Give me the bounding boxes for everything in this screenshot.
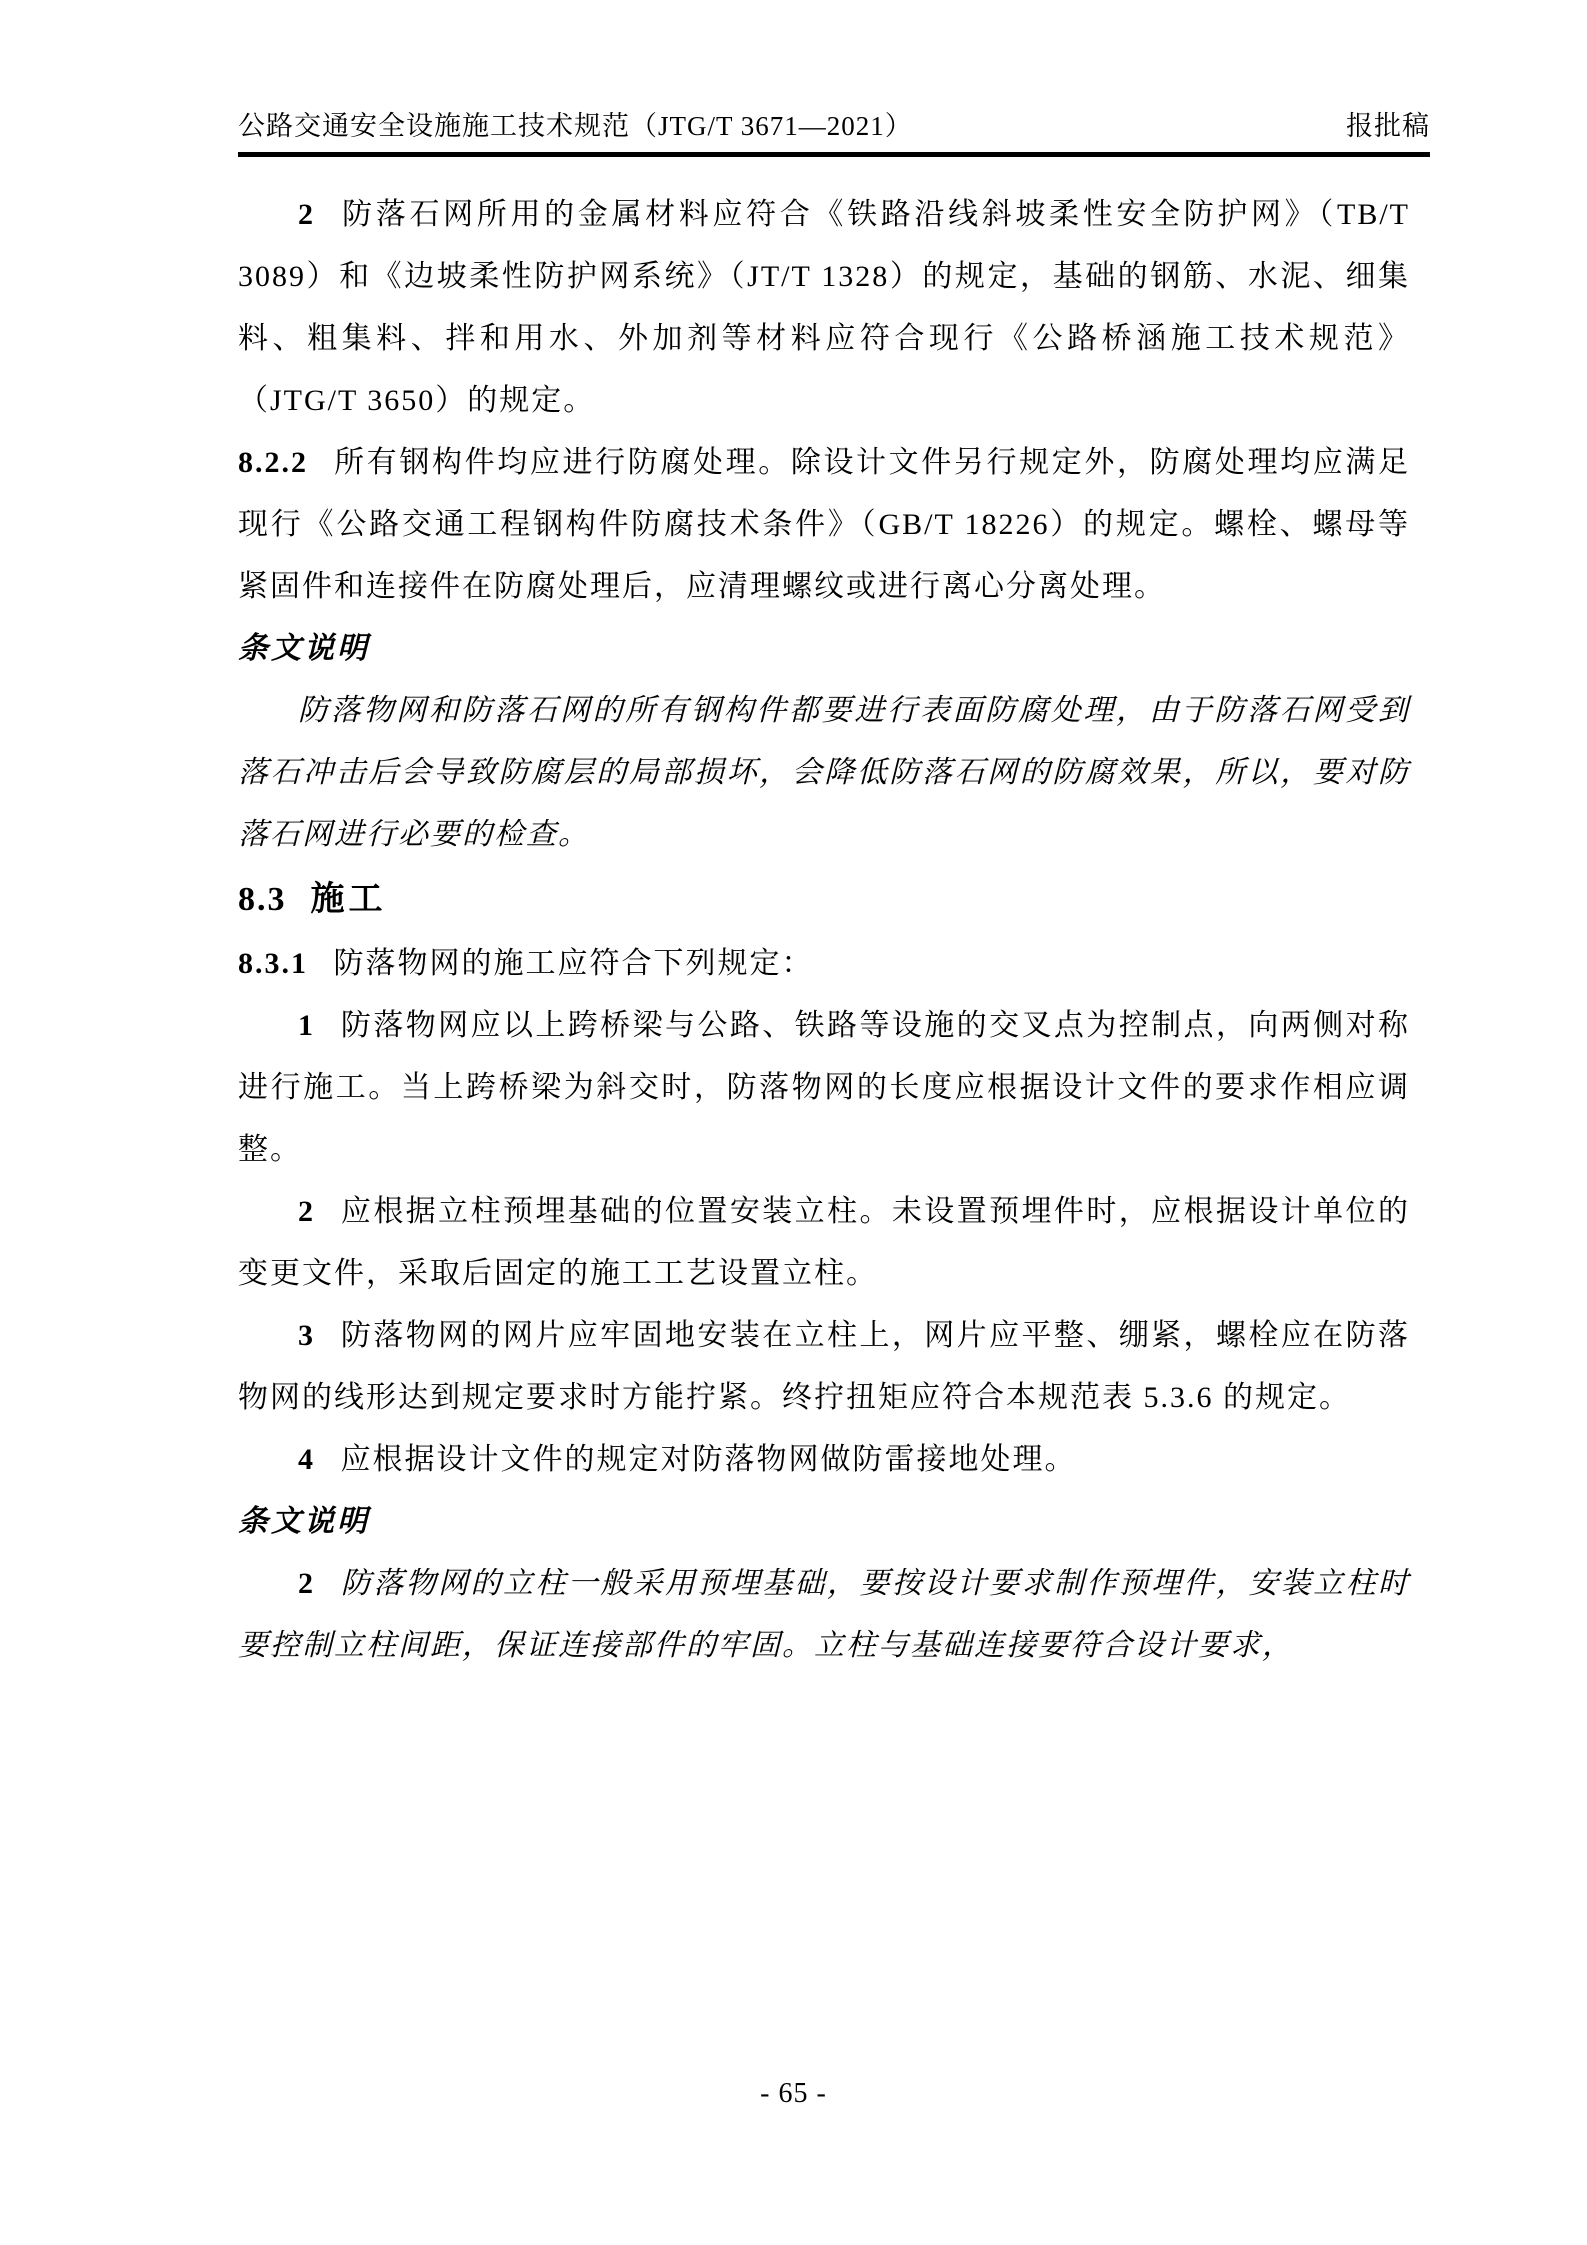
item-number: 2 xyxy=(298,1195,315,1228)
list-item xyxy=(238,1305,1410,1429)
item-text: 防落物网应以上跨桥梁与公路、铁路等设施的交叉点为控制点，向两侧对称进行施工。当上跨桥梁为斜交时，防落物网的长度应根据设计文件的要求作相应调整。 xyxy=(238,1009,1410,1166)
clause-8-3-1 xyxy=(238,933,1410,995)
item-number: 3 xyxy=(298,1319,315,1352)
clause-8-2-2 xyxy=(238,432,1410,618)
item-text: 防落物网的立柱一般采用预埋基础，要按设计要求制作预埋件，安装立柱时要控制立柱间距，保证连接部件的牢固。立柱与基础连接要符合设计要求， xyxy=(238,1567,1410,1662)
clause-number: 8.3.1 xyxy=(238,947,308,980)
commentary-item-2 xyxy=(238,1553,1410,1677)
list-item xyxy=(238,995,1410,1181)
list-item xyxy=(238,1429,1410,1491)
clause-text: 所有钢构件均应进行防腐处理。除设计文件另行规定外，防腐处理均应满足现行《公路交通工程钢构件防腐技术条件》（GB/T 18226）的规定。螺栓、螺母等紧固件和连接件在防腐处理后，应清理螺纹或进行离心分离处理。 xyxy=(238,446,1410,603)
list-item xyxy=(238,1181,1410,1305)
section-number: 8.3 xyxy=(238,881,287,918)
commentary-heading-1: 条文说明 xyxy=(238,632,370,665)
page-number: - 65 - xyxy=(760,2078,827,2109)
section-heading-8-3 xyxy=(238,866,1410,933)
item-text: 应根据立柱预埋基础的位置安装立柱。未设置预埋件时，应根据设计单位的变更文件，采取后固定的施工工艺设置立柱。 xyxy=(238,1195,1410,1290)
para-text: 防落石网所用的金属材料应符合《铁路沿线斜坡柔性安全防护网》（TB/T 3089）和《边坡柔性防护网系统》（JT/T 1328）的规定，基础的钢筋、水泥、细集料、粗集料、拌和用水、外加剂等材料应符合现行《公路桥涵施工技术规范》（JTG/T 3650）的规定。 xyxy=(238,198,1410,417)
clause-text: 防落物网的施工应符合下列规定： xyxy=(333,947,814,980)
header-doc-title: 公路交通安全设施施工技术规范（JTG/T 3671—2021） xyxy=(238,111,913,141)
item-number: 1 xyxy=(298,1009,315,1042)
item-number: 2 xyxy=(298,198,315,231)
section-title: 施工 xyxy=(310,880,387,918)
item-text: 防落物网的网片应牢固地安装在立柱上，网片应平整、绷紧，螺栓应在防落物网的线形达到规定要求时方能拧紧。终拧扭矩应符合本规范表 5.3.6 的规定。 xyxy=(238,1319,1410,1414)
item-text: 应根据设计文件的规定对防落物网做防雷接地处理。 xyxy=(340,1443,1077,1476)
clause-number: 8.2.2 xyxy=(238,446,308,479)
page-header xyxy=(238,104,1430,157)
commentary-heading-2: 条文说明 xyxy=(238,1505,370,1538)
page-footer xyxy=(0,2078,1587,2110)
commentary-para-1: 防落物网和防落石网的所有钢构件都要进行表面防腐处理，由于防落石网受到落石冲击后会导致防腐层的局部损坏，会降低防落石网的防腐效果，所以，要对防落石网进行必要的检查。 xyxy=(238,694,1410,851)
item-number: 2 xyxy=(298,1567,315,1600)
header-draft-status-label: 报批稿 xyxy=(1346,111,1430,141)
item-number: 4 xyxy=(298,1443,315,1476)
document-body xyxy=(238,184,1410,1677)
para-falling-rock-net-materials xyxy=(238,184,1410,432)
